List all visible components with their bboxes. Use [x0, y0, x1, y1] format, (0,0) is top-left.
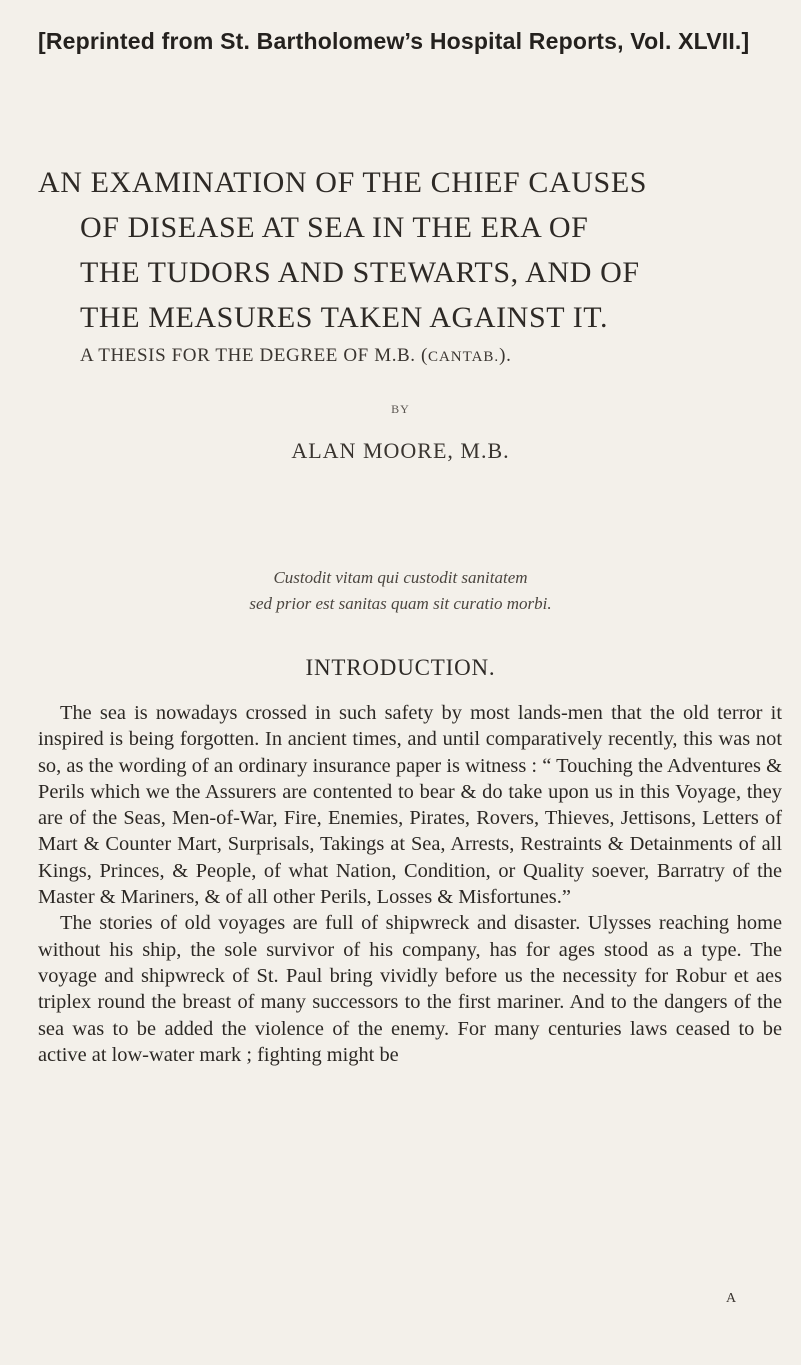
- paragraph-2: The stories of old voyages are full of shipwreck and disaster. Ulysses reaching home without his ship, the sole survivor of his company, has for ages stood as a type. The voyage and shipwreck of St. Paul bring vividly before us the necessity for Robur et aes triplex round the breast of many successors to the first mariner. And to the dangers of the sea was to be added the violence of the enemy. For many centuries laws ceased to be active at low-water mark ; fighting might be: [38, 912, 782, 1066]
- motto-line-1: Custodit vitam qui custodit sanitatem: [273, 568, 528, 587]
- thesis-end: ).: [499, 345, 512, 366]
- thesis-main: A THESIS FOR THE DEGREE OF M.B. (: [80, 345, 428, 366]
- reprint-note: [Reprinted from St. Bartholomew’s Hospital Reports, Vol. XLVII.]: [38, 28, 750, 54]
- thesis-subtitle: [80, 345, 511, 367]
- signature-mark: A: [726, 1291, 737, 1306]
- document-title: [38, 160, 778, 340]
- by-line: BY: [391, 402, 410, 416]
- section-heading: INTRODUCTION.: [305, 655, 496, 680]
- paragraph-1: The sea is nowadays crossed in such safety by most lands-men that the old terror it inspired is being forgotten. In ancient times, and until comparatively recently, this was not so, as the wording of an ordinary insurance paper is witness : “ Touching the Adventures & Perils which we the Assurers are contented to bear & do take upon us in this Voyage, they are of the Seas, Men-of-War, Fire, Enemies, Pirates, Rovers, Thieves, Jettisons, Letters of Mart & Counter Mart, Surprisals, Takings at Sea, Arrests, Restraints & Detainments of all Kings, Princes, & People, of what Nation, Condition, or Quality soever, Barratry of the Master & Mariners, & of all other Perils, Losses & Misfortunes.”: [38, 702, 782, 909]
- motto-line-2: sed prior est sanitas quam sit curatio morbi.: [249, 594, 552, 613]
- thesis-cantab: CANTAB.: [427, 349, 500, 365]
- title-line-1: AN EXAMINATION OF THE CHIEF CAUSES: [38, 166, 648, 199]
- author-name: ALAN MOORE, M.B.: [291, 438, 510, 463]
- title-line-3: THE TUDORS AND STEWARTS, AND OF: [80, 256, 640, 289]
- body-text: [38, 700, 782, 1068]
- title-line-4: THE MEASURES TAKEN AGAINST IT.: [80, 301, 609, 334]
- title-line-2: OF DISEASE AT SEA IN THE ERA OF: [80, 211, 589, 244]
